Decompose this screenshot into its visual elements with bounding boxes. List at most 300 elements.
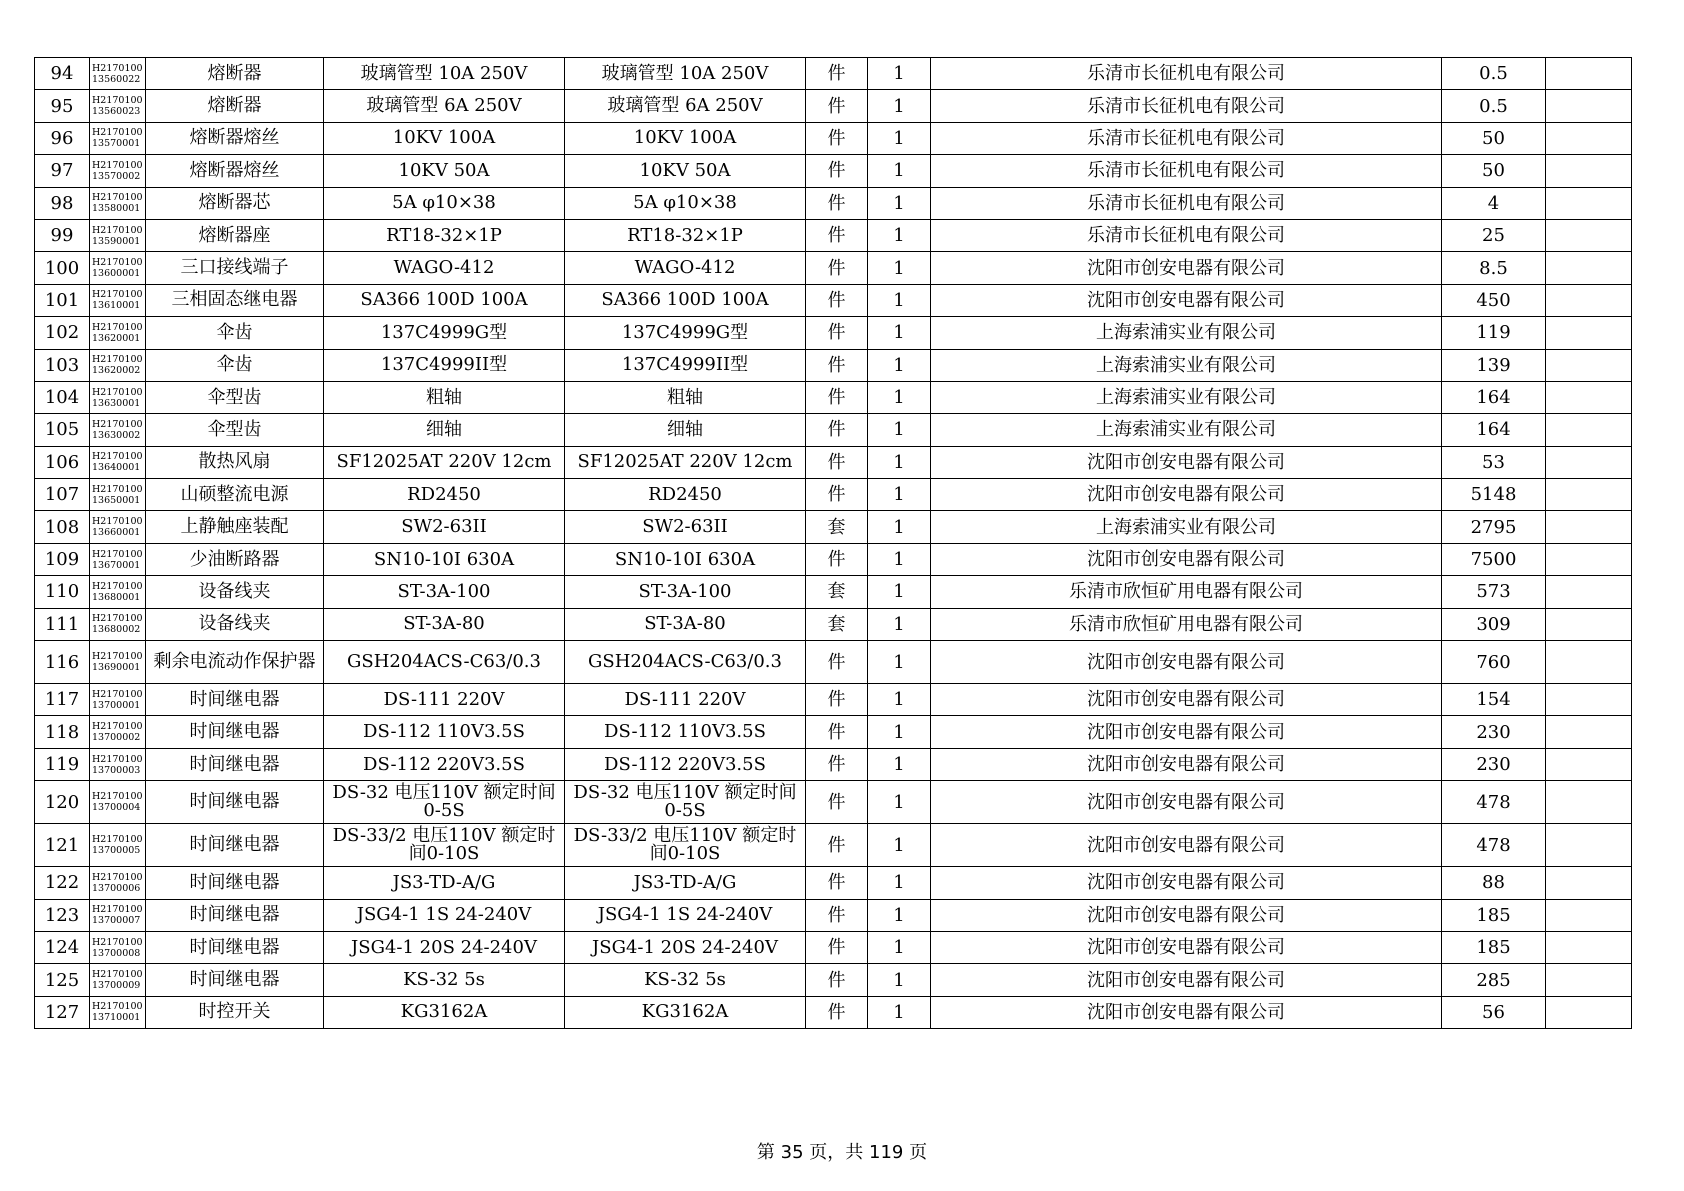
price-cell: 88 bbox=[1442, 867, 1546, 899]
material-code-cell: H2170100 13640001 bbox=[90, 446, 146, 478]
quantity-cell: 1 bbox=[868, 349, 931, 381]
material-code-cell: H2170100 13600001 bbox=[90, 252, 146, 284]
table-row bbox=[35, 641, 1632, 684]
spec-cell: GSH204ACS-C63/0.3 bbox=[324, 641, 565, 684]
price-cell: 50 bbox=[1442, 155, 1546, 187]
model-cell: ST-3A-100 bbox=[565, 576, 806, 608]
row-number-cell: 109 bbox=[35, 543, 90, 575]
unit-cell: 件 bbox=[806, 641, 868, 684]
note-cell bbox=[1546, 284, 1632, 316]
row-number-cell: 108 bbox=[35, 511, 90, 543]
note-cell bbox=[1546, 684, 1632, 716]
quantity-cell: 1 bbox=[868, 381, 931, 413]
spec-cell: SN10-10I 630A bbox=[324, 543, 565, 575]
unit-cell: 套 bbox=[806, 608, 868, 640]
material-code-cell: H2170100 13560023 bbox=[90, 90, 146, 122]
spec-cell: 137C4999II型 bbox=[324, 349, 565, 381]
item-name-cell: 山硕整流电源 bbox=[146, 479, 324, 511]
supplier-cell: 沈阳市创安电器有限公司 bbox=[931, 446, 1442, 478]
row-number-cell: 105 bbox=[35, 414, 90, 446]
spec-cell: RD2450 bbox=[324, 479, 565, 511]
price-cell: 139 bbox=[1442, 349, 1546, 381]
quantity-cell: 1 bbox=[868, 576, 931, 608]
unit-cell: 件 bbox=[806, 748, 868, 780]
model-cell: JSG4-1 20S 24-240V bbox=[565, 931, 806, 963]
spec-cell: DS-32 电压110V 额定时间0-5S bbox=[324, 781, 565, 824]
table-row bbox=[35, 824, 1632, 867]
supplier-cell: 沈阳市创安电器有限公司 bbox=[931, 931, 1442, 963]
quantity-cell: 1 bbox=[868, 748, 931, 780]
spec-cell: 10KV 100A bbox=[324, 122, 565, 154]
unit-cell: 件 bbox=[806, 867, 868, 899]
material-code-cell: H2170100 13700005 bbox=[90, 824, 146, 867]
row-number-cell: 122 bbox=[35, 867, 90, 899]
unit-cell: 件 bbox=[806, 931, 868, 963]
note-cell bbox=[1546, 252, 1632, 284]
table-row bbox=[35, 748, 1632, 780]
supplier-cell: 沈阳市创安电器有限公司 bbox=[931, 252, 1442, 284]
model-cell: DS-112 220V3.5S bbox=[565, 748, 806, 780]
material-code-cell: H2170100 13700001 bbox=[90, 684, 146, 716]
material-code-cell: H2170100 13620001 bbox=[90, 317, 146, 349]
model-cell: 10KV 100A bbox=[565, 122, 806, 154]
table-row bbox=[35, 381, 1632, 413]
item-name-cell: 时间继电器 bbox=[146, 781, 324, 824]
supplier-cell: 沈阳市创安电器有限公司 bbox=[931, 996, 1442, 1028]
table-row bbox=[35, 122, 1632, 154]
model-cell: SF12025AT 220V 12cm bbox=[565, 446, 806, 478]
spec-cell: 粗轴 bbox=[324, 381, 565, 413]
material-code-cell: H2170100 13610001 bbox=[90, 284, 146, 316]
note-cell bbox=[1546, 349, 1632, 381]
price-cell: 230 bbox=[1442, 716, 1546, 748]
spec-cell: ST-3A-80 bbox=[324, 608, 565, 640]
quantity-cell: 1 bbox=[868, 824, 931, 867]
supplier-cell: 乐清市长征机电有限公司 bbox=[931, 219, 1442, 251]
note-cell bbox=[1546, 716, 1632, 748]
note-cell bbox=[1546, 641, 1632, 684]
row-number-cell: 97 bbox=[35, 155, 90, 187]
model-cell: SA366 100D 100A bbox=[565, 284, 806, 316]
row-number-cell: 100 bbox=[35, 252, 90, 284]
quantity-cell: 1 bbox=[868, 317, 931, 349]
note-cell bbox=[1546, 899, 1632, 931]
note-cell bbox=[1546, 90, 1632, 122]
page-footer: 第 35 页，共 119 页 bbox=[756, 1142, 928, 1163]
quantity-cell: 1 bbox=[868, 608, 931, 640]
row-number-cell: 103 bbox=[35, 349, 90, 381]
model-cell: 玻璃管型 6A 250V bbox=[565, 90, 806, 122]
item-name-cell: 三口接线端子 bbox=[146, 252, 324, 284]
item-name-cell: 时间继电器 bbox=[146, 716, 324, 748]
item-name-cell: 设备线夹 bbox=[146, 608, 324, 640]
table-row bbox=[35, 716, 1632, 748]
model-cell: GSH204ACS-C63/0.3 bbox=[565, 641, 806, 684]
material-code-cell: H2170100 13680002 bbox=[90, 608, 146, 640]
price-cell: 230 bbox=[1442, 748, 1546, 780]
supplier-cell: 上海索浦实业有限公司 bbox=[931, 381, 1442, 413]
price-cell: 56 bbox=[1442, 996, 1546, 1028]
model-cell: JSG4-1 1S 24-240V bbox=[565, 899, 806, 931]
quantity-cell: 1 bbox=[868, 684, 931, 716]
price-cell: 2795 bbox=[1442, 511, 1546, 543]
model-cell: JS3-TD-A/G bbox=[565, 867, 806, 899]
price-cell: 119 bbox=[1442, 317, 1546, 349]
spec-cell: WAGO-412 bbox=[324, 252, 565, 284]
table-row bbox=[35, 58, 1632, 90]
spec-cell: 10KV 50A bbox=[324, 155, 565, 187]
price-cell: 5148 bbox=[1442, 479, 1546, 511]
unit-cell: 套 bbox=[806, 576, 868, 608]
spec-cell: SW2-63II bbox=[324, 511, 565, 543]
supplier-cell: 沈阳市创安电器有限公司 bbox=[931, 479, 1442, 511]
table-row bbox=[35, 996, 1632, 1028]
quantity-cell: 1 bbox=[868, 899, 931, 931]
supplier-cell: 上海索浦实业有限公司 bbox=[931, 317, 1442, 349]
note-cell bbox=[1546, 867, 1632, 899]
item-name-cell: 时间继电器 bbox=[146, 748, 324, 780]
unit-cell: 件 bbox=[806, 446, 868, 478]
table-row bbox=[35, 576, 1632, 608]
unit-cell: 件 bbox=[806, 284, 868, 316]
unit-cell: 件 bbox=[806, 543, 868, 575]
table-row bbox=[35, 414, 1632, 446]
material-code-cell: H2170100 13570001 bbox=[90, 122, 146, 154]
supplier-cell: 沈阳市创安电器有限公司 bbox=[931, 684, 1442, 716]
material-code-cell: H2170100 13570002 bbox=[90, 155, 146, 187]
price-cell: 0.5 bbox=[1442, 58, 1546, 90]
price-cell: 8.5 bbox=[1442, 252, 1546, 284]
price-cell: 50 bbox=[1442, 122, 1546, 154]
item-name-cell: 散热风扇 bbox=[146, 446, 324, 478]
model-cell: 玻璃管型 10A 250V bbox=[565, 58, 806, 90]
note-cell bbox=[1546, 511, 1632, 543]
unit-cell: 件 bbox=[806, 122, 868, 154]
material-code-cell: H2170100 13700004 bbox=[90, 781, 146, 824]
table-row bbox=[35, 155, 1632, 187]
material-code-cell: H2170100 13630001 bbox=[90, 381, 146, 413]
supplier-cell: 沈阳市创安电器有限公司 bbox=[931, 781, 1442, 824]
quantity-cell: 1 bbox=[868, 716, 931, 748]
item-name-cell: 熔断器座 bbox=[146, 219, 324, 251]
price-cell: 309 bbox=[1442, 608, 1546, 640]
supplier-cell: 沈阳市创安电器有限公司 bbox=[931, 716, 1442, 748]
model-cell: RD2450 bbox=[565, 479, 806, 511]
model-cell: 137C4999II型 bbox=[565, 349, 806, 381]
row-number-cell: 96 bbox=[35, 122, 90, 154]
note-cell bbox=[1546, 996, 1632, 1028]
price-cell: 0.5 bbox=[1442, 90, 1546, 122]
material-code-cell: H2170100 13630002 bbox=[90, 414, 146, 446]
row-number-cell: 94 bbox=[35, 58, 90, 90]
quantity-cell: 1 bbox=[868, 414, 931, 446]
row-number-cell: 117 bbox=[35, 684, 90, 716]
material-code-cell: H2170100 13650001 bbox=[90, 479, 146, 511]
item-name-cell: 时控开关 bbox=[146, 996, 324, 1028]
unit-cell: 件 bbox=[806, 781, 868, 824]
model-cell: KG3162A bbox=[565, 996, 806, 1028]
model-cell: DS-32 电压110V 额定时间0-5S bbox=[565, 781, 806, 824]
spec-cell: 5A φ10×38 bbox=[324, 187, 565, 219]
price-cell: 760 bbox=[1442, 641, 1546, 684]
table-row bbox=[35, 608, 1632, 640]
item-name-cell: 伞齿 bbox=[146, 349, 324, 381]
price-cell: 185 bbox=[1442, 931, 1546, 963]
supplier-cell: 乐清市长征机电有限公司 bbox=[931, 155, 1442, 187]
spec-cell: JSG4-1 1S 24-240V bbox=[324, 899, 565, 931]
spec-cell: ST-3A-100 bbox=[324, 576, 565, 608]
row-number-cell: 116 bbox=[35, 641, 90, 684]
item-name-cell: 时间继电器 bbox=[146, 684, 324, 716]
model-cell: SW2-63II bbox=[565, 511, 806, 543]
material-code-cell: H2170100 13700007 bbox=[90, 899, 146, 931]
spec-cell: DS-112 220V3.5S bbox=[324, 748, 565, 780]
note-cell bbox=[1546, 748, 1632, 780]
table-row bbox=[35, 684, 1632, 716]
material-code-cell: H2170100 13670001 bbox=[90, 543, 146, 575]
table-row bbox=[35, 543, 1632, 575]
supplier-cell: 乐清市长征机电有限公司 bbox=[931, 90, 1442, 122]
table-row bbox=[35, 964, 1632, 996]
price-cell: 573 bbox=[1442, 576, 1546, 608]
spec-cell: 细轴 bbox=[324, 414, 565, 446]
item-name-cell: 上静触座装配 bbox=[146, 511, 324, 543]
spec-cell: SA366 100D 100A bbox=[324, 284, 565, 316]
note-cell bbox=[1546, 446, 1632, 478]
price-cell: 478 bbox=[1442, 824, 1546, 867]
item-name-cell: 熔断器 bbox=[146, 58, 324, 90]
item-name-cell: 时间继电器 bbox=[146, 964, 324, 996]
row-number-cell: 99 bbox=[35, 219, 90, 251]
quantity-cell: 1 bbox=[868, 479, 931, 511]
spec-cell: DS-112 110V3.5S bbox=[324, 716, 565, 748]
note-cell bbox=[1546, 824, 1632, 867]
unit-cell: 件 bbox=[806, 317, 868, 349]
note-cell bbox=[1546, 219, 1632, 251]
price-cell: 285 bbox=[1442, 964, 1546, 996]
model-cell: 细轴 bbox=[565, 414, 806, 446]
item-name-cell: 设备线夹 bbox=[146, 576, 324, 608]
supplier-cell: 沈阳市创安电器有限公司 bbox=[931, 284, 1442, 316]
material-code-cell: H2170100 13700003 bbox=[90, 748, 146, 780]
spec-cell: DS-33/2 电压110V 额定时间0-10S bbox=[324, 824, 565, 867]
row-number-cell: 110 bbox=[35, 576, 90, 608]
item-name-cell: 熔断器熔丝 bbox=[146, 122, 324, 154]
note-cell bbox=[1546, 931, 1632, 963]
supplier-cell: 乐清市欣恒矿用电器有限公司 bbox=[931, 608, 1442, 640]
note-cell bbox=[1546, 479, 1632, 511]
model-cell: DS-33/2 电压110V 额定时间0-10S bbox=[565, 824, 806, 867]
item-name-cell: 少油断路器 bbox=[146, 543, 324, 575]
price-cell: 450 bbox=[1442, 284, 1546, 316]
table-row bbox=[35, 252, 1632, 284]
note-cell bbox=[1546, 122, 1632, 154]
spec-cell: 137C4999G型 bbox=[324, 317, 565, 349]
quantity-cell: 1 bbox=[868, 284, 931, 316]
quantity-cell: 1 bbox=[868, 511, 931, 543]
supplier-cell: 沈阳市创安电器有限公司 bbox=[931, 543, 1442, 575]
note-cell bbox=[1546, 155, 1632, 187]
item-name-cell: 伞齿 bbox=[146, 317, 324, 349]
supplier-cell: 上海索浦实业有限公司 bbox=[931, 511, 1442, 543]
supplier-cell: 乐清市欣恒矿用电器有限公司 bbox=[931, 576, 1442, 608]
supplier-cell: 沈阳市创安电器有限公司 bbox=[931, 899, 1442, 931]
supplier-cell: 沈阳市创安电器有限公司 bbox=[931, 641, 1442, 684]
table-row bbox=[35, 867, 1632, 899]
item-name-cell: 熔断器 bbox=[146, 90, 324, 122]
unit-cell: 件 bbox=[806, 479, 868, 511]
quantity-cell: 1 bbox=[868, 58, 931, 90]
table-row bbox=[35, 349, 1632, 381]
table-row bbox=[35, 479, 1632, 511]
item-name-cell: 伞型齿 bbox=[146, 381, 324, 413]
row-number-cell: 102 bbox=[35, 317, 90, 349]
model-cell: RT18-32×1P bbox=[565, 219, 806, 251]
row-number-cell: 106 bbox=[35, 446, 90, 478]
material-code-cell: H2170100 13590001 bbox=[90, 219, 146, 251]
supplier-cell: 上海索浦实业有限公司 bbox=[931, 349, 1442, 381]
quantity-cell: 1 bbox=[868, 187, 931, 219]
table-row bbox=[35, 317, 1632, 349]
row-number-cell: 120 bbox=[35, 781, 90, 824]
model-cell: DS-111 220V bbox=[565, 684, 806, 716]
note-cell bbox=[1546, 608, 1632, 640]
price-cell: 164 bbox=[1442, 414, 1546, 446]
item-name-cell: 伞型齿 bbox=[146, 414, 324, 446]
supplier-cell: 乐清市长征机电有限公司 bbox=[931, 58, 1442, 90]
table-row bbox=[35, 446, 1632, 478]
model-cell: 粗轴 bbox=[565, 381, 806, 413]
price-cell: 478 bbox=[1442, 781, 1546, 824]
unit-cell: 件 bbox=[806, 964, 868, 996]
item-name-cell: 时间继电器 bbox=[146, 931, 324, 963]
quantity-cell: 1 bbox=[868, 641, 931, 684]
supplier-cell: 上海索浦实业有限公司 bbox=[931, 414, 1442, 446]
table-row bbox=[35, 90, 1632, 122]
row-number-cell: 118 bbox=[35, 716, 90, 748]
material-code-cell: H2170100 13710001 bbox=[90, 996, 146, 1028]
unit-cell: 套 bbox=[806, 511, 868, 543]
material-code-cell: H2170100 13560022 bbox=[90, 58, 146, 90]
spec-cell: SF12025AT 220V 12cm bbox=[324, 446, 565, 478]
material-code-cell: H2170100 13700008 bbox=[90, 931, 146, 963]
supplier-cell: 乐清市长征机电有限公司 bbox=[931, 187, 1442, 219]
row-number-cell: 104 bbox=[35, 381, 90, 413]
row-number-cell: 101 bbox=[35, 284, 90, 316]
row-number-cell: 127 bbox=[35, 996, 90, 1028]
material-code-cell: H2170100 13700009 bbox=[90, 964, 146, 996]
material-code-cell: H2170100 13580001 bbox=[90, 187, 146, 219]
row-number-cell: 124 bbox=[35, 931, 90, 963]
quantity-cell: 1 bbox=[868, 90, 931, 122]
model-cell: 137C4999G型 bbox=[565, 317, 806, 349]
note-cell bbox=[1546, 964, 1632, 996]
material-code-cell: H2170100 13690001 bbox=[90, 641, 146, 684]
quantity-cell: 1 bbox=[868, 252, 931, 284]
unit-cell: 件 bbox=[806, 716, 868, 748]
unit-cell: 件 bbox=[806, 219, 868, 251]
item-name-cell: 三相固态继电器 bbox=[146, 284, 324, 316]
row-number-cell: 121 bbox=[35, 824, 90, 867]
unit-cell: 件 bbox=[806, 899, 868, 931]
spec-cell: RT18-32×1P bbox=[324, 219, 565, 251]
material-code-cell: H2170100 13700002 bbox=[90, 716, 146, 748]
material-code-cell: H2170100 13680001 bbox=[90, 576, 146, 608]
note-cell bbox=[1546, 781, 1632, 824]
item-name-cell: 时间继电器 bbox=[146, 867, 324, 899]
model-cell: ST-3A-80 bbox=[565, 608, 806, 640]
quantity-cell: 1 bbox=[868, 867, 931, 899]
spec-cell: DS-111 220V bbox=[324, 684, 565, 716]
quantity-cell: 1 bbox=[868, 446, 931, 478]
quantity-cell: 1 bbox=[868, 931, 931, 963]
unit-cell: 件 bbox=[806, 187, 868, 219]
price-cell: 154 bbox=[1442, 684, 1546, 716]
table-row bbox=[35, 781, 1632, 824]
unit-cell: 件 bbox=[806, 824, 868, 867]
note-cell bbox=[1546, 414, 1632, 446]
row-number-cell: 125 bbox=[35, 964, 90, 996]
supplier-cell: 乐清市长征机电有限公司 bbox=[931, 122, 1442, 154]
item-name-cell: 时间继电器 bbox=[146, 899, 324, 931]
table-row bbox=[35, 511, 1632, 543]
unit-cell: 件 bbox=[806, 684, 868, 716]
table-row bbox=[35, 899, 1632, 931]
item-name-cell: 时间继电器 bbox=[146, 824, 324, 867]
unit-cell: 件 bbox=[806, 155, 868, 187]
unit-cell: 件 bbox=[806, 996, 868, 1028]
quantity-cell: 1 bbox=[868, 996, 931, 1028]
spec-cell: JSG4-1 20S 24-240V bbox=[324, 931, 565, 963]
unit-cell: 件 bbox=[806, 381, 868, 413]
unit-cell: 件 bbox=[806, 90, 868, 122]
material-code-cell: H2170100 13620002 bbox=[90, 349, 146, 381]
table-row bbox=[35, 219, 1632, 251]
row-number-cell: 95 bbox=[35, 90, 90, 122]
supplier-cell: 沈阳市创安电器有限公司 bbox=[931, 824, 1442, 867]
note-cell bbox=[1546, 543, 1632, 575]
unit-cell: 件 bbox=[806, 414, 868, 446]
row-number-cell: 111 bbox=[35, 608, 90, 640]
note-cell bbox=[1546, 576, 1632, 608]
table-row bbox=[35, 187, 1632, 219]
spec-cell: KS-32 5s bbox=[324, 964, 565, 996]
quantity-cell: 1 bbox=[868, 155, 931, 187]
table-row bbox=[35, 931, 1632, 963]
note-cell bbox=[1546, 187, 1632, 219]
unit-cell: 件 bbox=[806, 58, 868, 90]
unit-cell: 件 bbox=[806, 349, 868, 381]
note-cell bbox=[1546, 58, 1632, 90]
model-cell: WAGO-412 bbox=[565, 252, 806, 284]
supplier-cell: 沈阳市创安电器有限公司 bbox=[931, 867, 1442, 899]
spec-cell: 玻璃管型 10A 250V bbox=[324, 58, 565, 90]
item-name-cell: 熔断器芯 bbox=[146, 187, 324, 219]
row-number-cell: 98 bbox=[35, 187, 90, 219]
spec-cell: 玻璃管型 6A 250V bbox=[324, 90, 565, 122]
row-number-cell: 107 bbox=[35, 479, 90, 511]
price-cell: 164 bbox=[1442, 381, 1546, 413]
price-cell: 53 bbox=[1442, 446, 1546, 478]
model-cell: 10KV 50A bbox=[565, 155, 806, 187]
item-name-cell: 剩余电流动作保护器 bbox=[146, 641, 324, 684]
row-number-cell: 123 bbox=[35, 899, 90, 931]
quantity-cell: 1 bbox=[868, 219, 931, 251]
spec-cell: KG3162A bbox=[324, 996, 565, 1028]
spec-cell: JS3-TD-A/G bbox=[324, 867, 565, 899]
quantity-cell: 1 bbox=[868, 122, 931, 154]
model-cell: KS-32 5s bbox=[565, 964, 806, 996]
